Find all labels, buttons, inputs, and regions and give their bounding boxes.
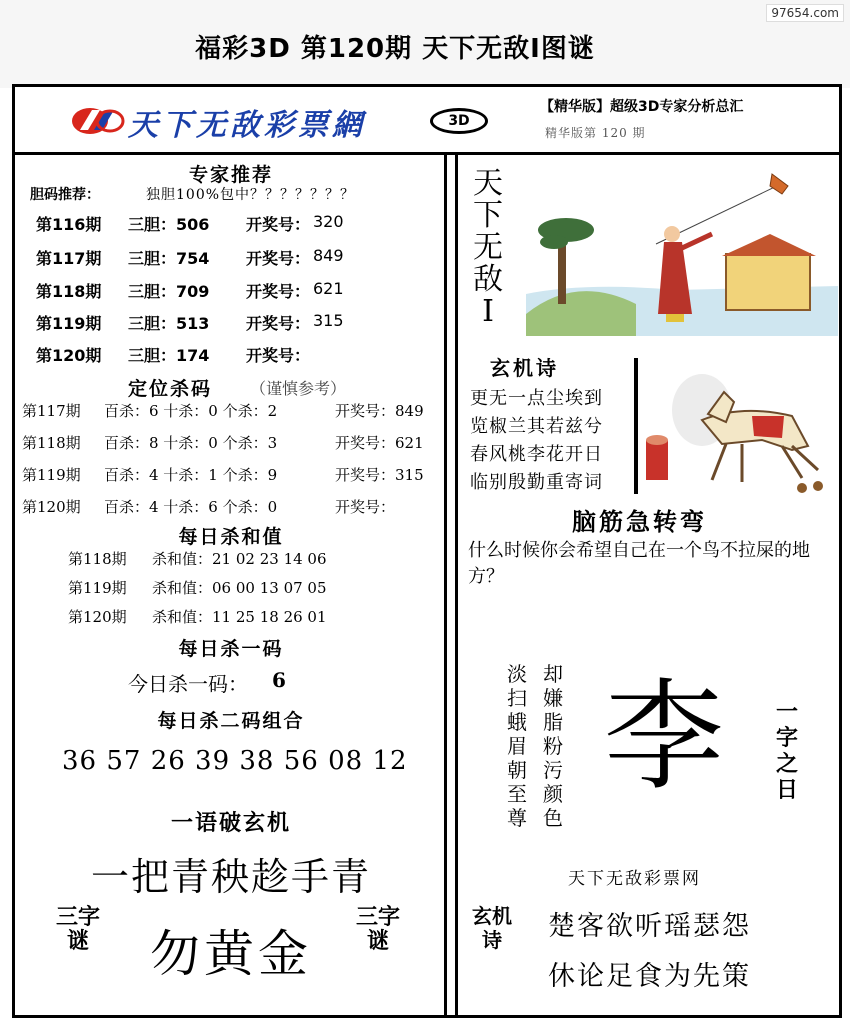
phrase-title: 一语破玄机 bbox=[170, 811, 291, 836]
draw-label: 开奖号： bbox=[246, 346, 311, 365]
vertical-verse-left: 淡扫蛾眉朝至尊 bbox=[507, 662, 527, 830]
three-char-riddle-label: 三字谜 bbox=[56, 905, 101, 954]
draw: 开奖号：849 bbox=[335, 402, 424, 420]
kill-one-title: 每日杀一码 bbox=[178, 638, 284, 660]
period: 第119期 bbox=[36, 314, 102, 333]
period: 第120期 bbox=[36, 346, 102, 365]
sum-values: 杀和值：21 02 23 14 06 bbox=[152, 550, 327, 568]
period: 第118期 bbox=[68, 550, 127, 568]
banker-text: 独胆100%包中？？？？？？？ bbox=[146, 187, 356, 203]
sum-values: 杀和值：06 00 13 07 05 bbox=[152, 579, 327, 597]
draw-number: 849 bbox=[313, 246, 344, 265]
kills: 百杀：6 十杀：0 个杀：2 bbox=[104, 402, 278, 420]
poem2-line: 休论足食为先策 bbox=[548, 961, 751, 992]
position-kill-note: （谨慎参考） bbox=[250, 379, 347, 398]
period: 第118期 bbox=[36, 282, 102, 301]
poem-line: 更无一点尘埃到 bbox=[470, 388, 603, 409]
poem-line: 春风桃李花开日 bbox=[470, 444, 603, 465]
brain-teaser-question: 什么时候你会希望自己在一个鸟不拉屎的地方？ bbox=[468, 540, 810, 587]
site-footer: 天下无敌彩票网 bbox=[568, 869, 701, 889]
draw: 开奖号：315 bbox=[335, 466, 424, 484]
period: 第120期 bbox=[68, 608, 127, 626]
poem-title: 玄机诗 bbox=[490, 356, 559, 380]
lottery-logo-icon bbox=[70, 104, 126, 138]
kills: 百杀：4 十杀：6 个杀：0 bbox=[104, 498, 278, 516]
poem2-line: 楚客欲听瑶瑟怨 bbox=[548, 911, 751, 942]
one-word-day-label: 一字之日 bbox=[775, 700, 798, 803]
expert-title: 专家推荐 bbox=[188, 164, 273, 186]
poem-line: 览椒兰其若兹兮 bbox=[470, 416, 603, 437]
kills: 百杀：4 十杀：1 个杀：9 bbox=[104, 466, 278, 484]
page-title: 福彩3D 第120期 天下无敌Ⅰ图谜 bbox=[195, 34, 595, 64]
position-kill-title: 定位杀码 bbox=[128, 378, 213, 400]
horse-illustration bbox=[642, 370, 838, 498]
edition-line: 精华版第 120 期 bbox=[545, 126, 646, 140]
big-character: 李 bbox=[604, 668, 724, 807]
draw-number: 315 bbox=[313, 311, 344, 330]
edition-title: 【精华版】超级3D专家分析总汇 bbox=[540, 99, 744, 115]
site-name: 天下无敌彩票網 bbox=[128, 108, 366, 143]
sum-values: 杀和值：11 25 18 26 01 bbox=[152, 608, 327, 626]
tianxia-title: 天下无敌Ⅰ bbox=[473, 166, 503, 329]
brain-teaser-title: 脑筋急转弯 bbox=[572, 508, 707, 536]
poem-divider bbox=[634, 358, 638, 494]
draw: 开奖号：621 bbox=[335, 434, 424, 452]
poem2-label: 玄机诗 bbox=[472, 904, 512, 952]
period: 第119期 bbox=[22, 466, 81, 484]
period: 第117期 bbox=[22, 402, 81, 420]
draw-label: 开奖号： bbox=[246, 249, 311, 268]
vertical-verse-right: 却嫌脂粉污颜色 bbox=[543, 662, 563, 830]
3d-badge: 3D bbox=[430, 108, 488, 134]
kite-scene-illustration bbox=[526, 164, 838, 336]
kills: 百杀：8 十杀：0 个杀：3 bbox=[104, 434, 278, 452]
draw-label: 开奖号： bbox=[246, 215, 311, 234]
draw: 开奖号： bbox=[335, 498, 396, 516]
period: 第118期 bbox=[22, 434, 81, 452]
kill-one-text: 今日杀一码： bbox=[128, 672, 248, 696]
banker-numbers: 三胆：709 bbox=[128, 282, 210, 301]
phrase-text: 一把青秧趁手青 bbox=[90, 855, 371, 899]
draw-number: 320 bbox=[313, 212, 344, 231]
draw-label: 开奖号： bbox=[246, 314, 311, 333]
banker-numbers: 三胆：754 bbox=[128, 249, 210, 268]
period: 第120期 bbox=[22, 498, 81, 516]
sum-kill-title: 每日杀和值 bbox=[178, 526, 284, 548]
watermark[interactable]: 97654.com bbox=[766, 4, 844, 22]
three-char-riddle-label: 三字谜 bbox=[356, 905, 401, 954]
period: 第116期 bbox=[36, 215, 102, 234]
draw-label: 开奖号： bbox=[246, 282, 311, 301]
period: 第117期 bbox=[36, 249, 102, 268]
kill-two-title: 每日杀二码组合 bbox=[157, 710, 305, 732]
poem-line: 临别殷勤重寄词 bbox=[470, 472, 603, 493]
kill-two-combo: 36 57 26 39 38 56 08 12 bbox=[62, 746, 408, 776]
draw-number: 621 bbox=[313, 279, 344, 298]
banker-numbers: 三胆：506 bbox=[128, 215, 210, 234]
kill-one-value: 6 bbox=[272, 668, 286, 692]
banker-label: 胆码推荐： bbox=[30, 187, 100, 203]
banker-numbers: 三胆：174 bbox=[128, 346, 210, 365]
three-char-riddle-answer: 勿黄金 bbox=[150, 925, 312, 983]
period: 第119期 bbox=[68, 579, 127, 597]
banker-numbers: 三胆：513 bbox=[128, 314, 210, 333]
